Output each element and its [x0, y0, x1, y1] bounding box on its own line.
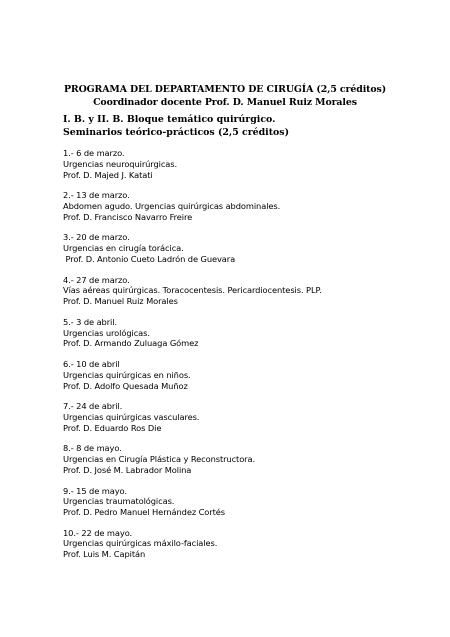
seminar-item: [63, 359, 443, 401]
seminar-item: [63, 401, 443, 443]
seminar-date: 10.- 22 de mayo.: [63, 527, 133, 538]
coordinator-line: Coordinador docente Prof. D. Manuel Ruiz Morales: [93, 96, 357, 108]
seminar-professor: Prof. D. Eduardo Ros Die: [63, 422, 162, 433]
document-header: [0, 84, 450, 109]
seminar-date: 5.- 3 de abril.: [63, 316, 117, 327]
seminar-topic: Urgencias traumatológicas.: [63, 496, 175, 507]
seminar-item: [63, 275, 443, 317]
seminar-item: [63, 486, 443, 528]
seminar-professor: Prof. D. Majed J. Katati: [63, 169, 153, 180]
seminar-date: 4.- 27 de marzo.: [63, 274, 130, 285]
seminar-topic: Vías aéreas quirúrgicas. Toracocentesis. Pericardiocentesis. PLP.: [63, 285, 322, 296]
seminar-professor: Prof. D. Francisco Navarro Freire: [63, 211, 193, 222]
seminar-topic: Urgencias en Cirugía Plástica y Reconstructora.: [63, 454, 256, 465]
seminar-professor: Prof. Luis M. Capitán: [63, 549, 146, 560]
seminar-professor: Prof. D. Antonio Cueto Ladrón de Guevara: [63, 253, 236, 264]
block-title-line: I. B. y II. B. Bloque temático quirúrgico.: [63, 114, 276, 125]
seminar-professor: Prof. D. Pedro Manuel Hernández Cortés: [63, 507, 225, 518]
block-subtitle-line: Seminarios teórico-prácticos (2,5 créditos): [63, 126, 290, 138]
seminar-professor: Prof. D. Manuel Ruiz Morales: [63, 296, 178, 307]
seminar-item: [63, 443, 443, 485]
seminar-date: 9.- 15 de mayo.: [63, 485, 127, 496]
seminar-list: [63, 148, 443, 570]
seminar-date: 7.- 24 de abril.: [63, 401, 123, 412]
seminar-date: 3.- 20 de marzo.: [63, 232, 130, 243]
seminar-date: 2.- 13 de marzo.: [63, 190, 130, 201]
block-heading: [63, 114, 289, 139]
seminar-topic: Abdomen agudo. Urgencias quirúrgicas abdominales.: [63, 200, 281, 211]
seminar-date: 8.- 8 de mayo.: [63, 443, 122, 454]
seminar-item: [63, 190, 443, 232]
seminar-professor: Prof. D. José M. Labrador Molina: [63, 464, 192, 475]
seminar-item: [63, 148, 443, 190]
seminar-item: [63, 317, 443, 359]
seminar-topic: Urgencias quirúrgicas vasculares.: [63, 411, 200, 422]
seminar-professor: Prof. D. Armando Zuluaga Gómez: [63, 338, 199, 349]
seminar-date: 6.- 10 de abril: [63, 358, 120, 369]
seminar-topic: Urgencias urológicas.: [63, 327, 150, 338]
seminar-item: [63, 528, 443, 570]
seminar-topic: Urgencias en cirugía torácica.: [63, 243, 184, 254]
seminar-professor: Prof. D. Adolfo Quesada Muñoz: [63, 380, 188, 391]
seminar-date: 1.- 6 de marzo.: [63, 148, 125, 158]
seminar-topic: Urgencias quirúrgicas máxilo-faciales.: [63, 538, 218, 549]
seminar-item: [63, 232, 443, 274]
program-title: PROGRAMA DEL DEPARTAMENTO DE CIRUGÍA (2,5 créditos): [63, 84, 387, 95]
seminar-topic: Urgencias quirúrgicas en niños.: [63, 369, 191, 380]
seminar-topic: Urgencias neuroquirúrgicas.: [63, 158, 178, 169]
